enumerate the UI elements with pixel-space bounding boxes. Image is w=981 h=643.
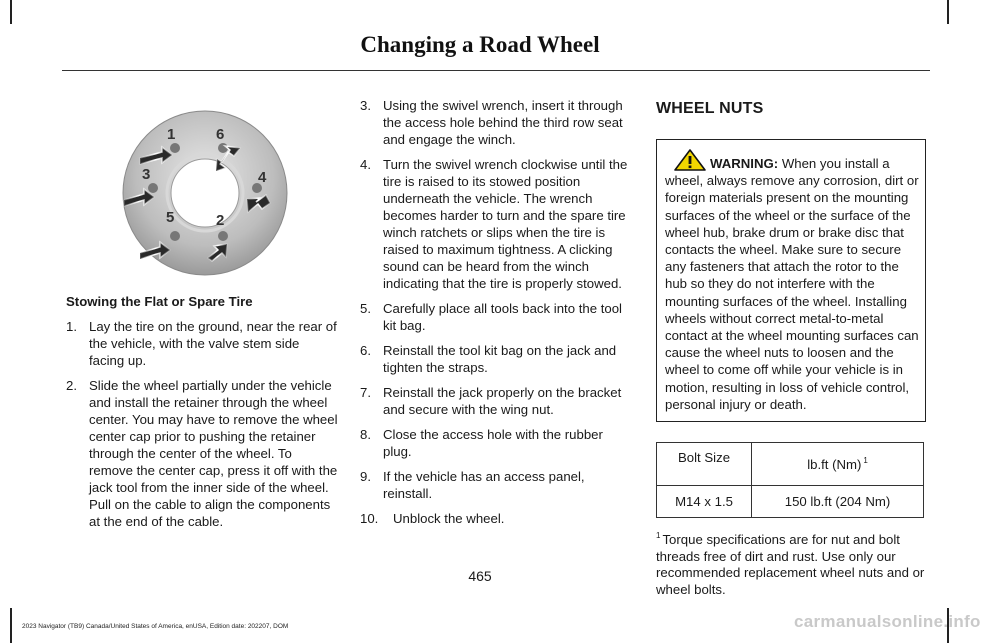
sequence-label: 1 xyxy=(167,126,176,143)
list-item: 5. Carefully place all tools back into the tool kit bag. xyxy=(360,301,622,333)
sequence-label: 6 xyxy=(216,126,225,143)
stowing-steps xyxy=(66,318,338,530)
table-cell-torque: 150 lb.ft (204 Nm) xyxy=(752,486,924,518)
header-divider xyxy=(62,70,930,71)
stowing-steps-continued xyxy=(360,97,632,527)
wheel-hub-hole xyxy=(171,159,239,227)
list-item: 7. Reinstall the jack properly on the bracket and secure with the wing nut. xyxy=(360,385,622,417)
crop-mark xyxy=(10,0,12,24)
warning-triangle-icon xyxy=(673,149,707,171)
list-item: 8. Close the access hole with the rubber plug. xyxy=(360,427,603,459)
table-header-torque: lb.ft (Nm) $^1$ xyxy=(752,443,924,486)
section-subtitle: Stowing the Flat or Spare Tire xyxy=(66,294,253,309)
warning-box xyxy=(656,139,926,422)
page-number: 465 xyxy=(468,568,492,584)
crop-mark xyxy=(10,608,12,643)
sequence-label: 5 xyxy=(166,209,175,226)
list-item: 2. Slide the wheel partially under the vehicle and install the retainer through the wheel center. You may have to remove the wheel center cap prior to pushing the retainer through the center of the wheel. To remove the center cap, press it off with the jack tool from the inner side of the wheel. Pull on the cable to align the components at the end of the cable. xyxy=(66,378,338,529)
torque-table xyxy=(656,442,924,518)
table-footnote: $^1$ Torque specifications are for nut and bolt threads free of dirt and rust. Use only our recommended replacement wheel nuts and or wheel bolts. xyxy=(656,531,925,597)
section-title: WHEEL NUTS xyxy=(656,100,764,117)
warning-label: WARNING: xyxy=(710,156,779,171)
table-row xyxy=(657,486,924,518)
warning-text: When you install a wheel, always remove any corrosion, dirt or foreign materials present on the mounting surfaces of the wheel or the surface of the wheel hub, brake drum or brake disc that contacts the wheel. Make sure to secure any fasteners that attach the rotor to the hub so they do not interfere with the mounting surfaces of the wheel. Installing wheels without correct metal-to-metal contact at the wheel mounting surfaces can cause the wheel nuts to loosen and the wheel to come off while your vehicle is in motion, resulting in loss of vehicle control, personal injury or death. xyxy=(665,156,919,412)
wheel-nut-sequence-figure xyxy=(120,108,290,278)
page-title: Changing a Road Wheel xyxy=(360,32,600,57)
list-item: 9. If the vehicle has an access panel, reinstall. xyxy=(360,469,585,501)
sequence-label: 4 xyxy=(258,169,267,186)
watermark: carmanualsonline.info xyxy=(794,612,981,631)
sequence-label: 2 xyxy=(216,212,225,229)
table-cell-bolt: M14 x 1.5 xyxy=(657,486,752,518)
crop-mark xyxy=(947,0,949,24)
list-item: 10. Unblock the wheel. xyxy=(360,511,505,526)
list-item: 6. Reinstall the tool kit bag on the jack and tighten the straps. xyxy=(360,343,617,375)
sequence-label: 3 xyxy=(142,166,151,183)
list-item: 1. Lay the tire on the ground, near the rear of the vehicle, with the valve stem side facing up. xyxy=(66,319,337,368)
list-item: 3. Using the swivel wrench, insert it through the access hole behind the third row seat and engage the winch. xyxy=(360,98,623,147)
edition-info: 2023 Navigator (TB9) Canada/United States of America, enUSA, Edition date: 202207, DOM xyxy=(22,623,289,630)
middle-column xyxy=(360,97,632,535)
right-column xyxy=(656,97,926,598)
list-item: 4. Turn the swivel wrench clockwise until the tire is raised to its stowed position underneath the vehicle. The wrench becomes harder to turn and the spare tire winch ratchets or slips when the tire is raised to maximum tightness. A clicking sound can be heard from the winch indicating that the tire is properly stowed. xyxy=(360,157,628,291)
table-header-bolt-size: Bolt Size xyxy=(657,443,752,486)
left-column xyxy=(66,293,338,538)
